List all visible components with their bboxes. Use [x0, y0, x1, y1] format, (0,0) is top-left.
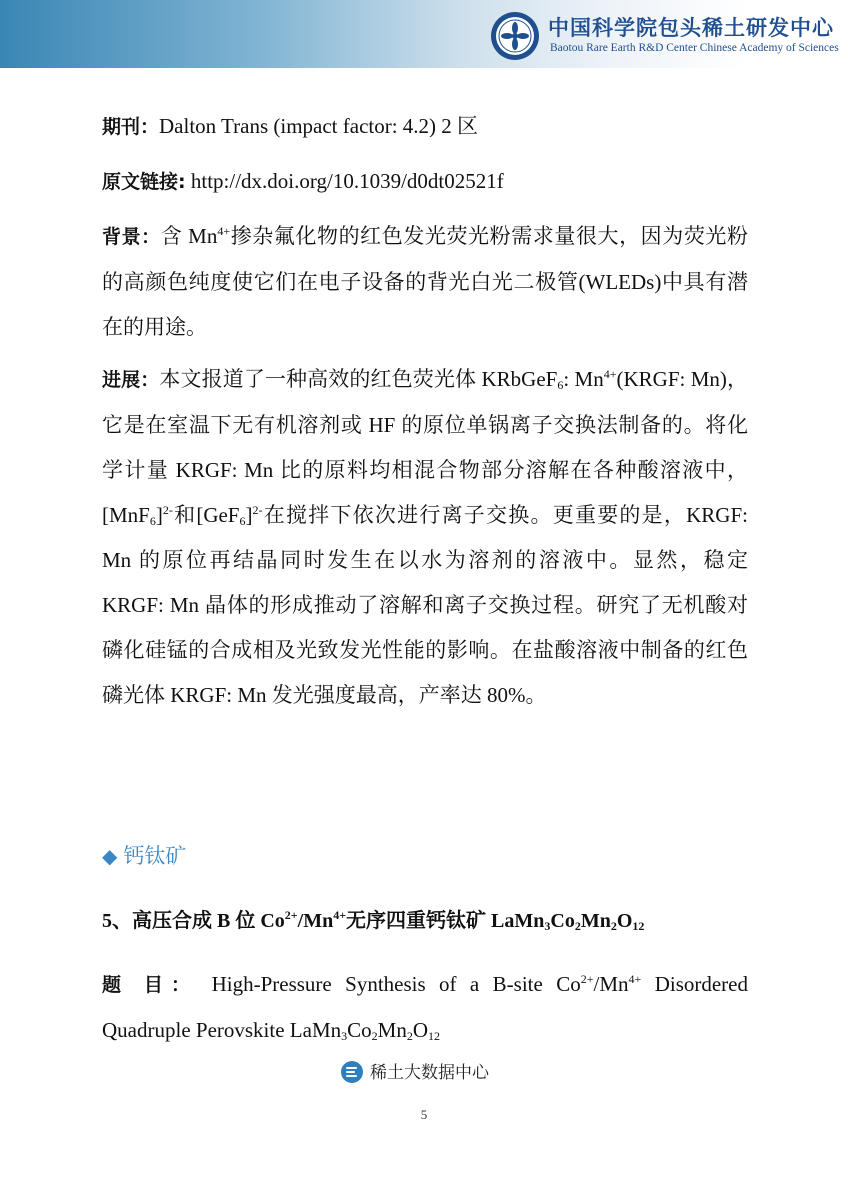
subject-text: Disordered Quadruple Perovskite LaMn	[102, 972, 748, 1042]
doi-link[interactable]: http://dx.doi.org/10.1039/d0dt02521f	[185, 169, 504, 193]
cas-seal-icon	[490, 11, 540, 61]
subscript: 12	[632, 919, 645, 933]
org-name-cn: 中国科学院包头稀土研发中心	[548, 15, 834, 40]
subscript: 12	[428, 1029, 440, 1043]
title-text: 无序四重钙钛矿 LaMn	[346, 910, 545, 932]
superscript: 4+	[603, 367, 617, 381]
section-title: 钙钛矿	[123, 844, 187, 868]
progress-text: 在搅拌下依次进行离子交换。更重要的是，KRGF: Mn 的原位再结晶同时发生在以水为溶剂的溶液中。显然，稳定 KRGF: Mn 晶体的形成推动了溶解和离子交换过程。研究了无机酸对磷化硅锰的合成相及光致发光性能的影响。在盐酸溶液中制备的红色磷光体 KRGF: Mn 发光强度最高，产率达 80%。	[102, 503, 748, 707]
subject-label: 题 目：	[102, 974, 199, 996]
subscript: 2	[371, 1029, 378, 1043]
subscript: 2	[574, 919, 581, 933]
superscript: 4+	[628, 972, 642, 986]
superscript: 2-	[162, 503, 173, 517]
subscript: 2	[610, 919, 617, 933]
journal-value: Dalton Trans (impact factor: 4.2) 2 区	[159, 114, 479, 138]
title-text: Mn	[580, 910, 611, 932]
superscript: 4+	[333, 908, 347, 922]
title-text: 5、高压合成 B 位 Co	[102, 910, 285, 932]
progress-text: (KRGF: Mn)，它是在室温下无有机溶剂或 HF 的原位单锅离子交换法制备的。将化学计量 KRGF: Mn 比的原料均相混合物部分溶解在各种酸溶液中，[MnF	[102, 367, 748, 527]
superscript: 4+	[217, 224, 231, 238]
subscript: 2	[406, 1029, 413, 1043]
background-paragraph	[102, 214, 748, 350]
background-label: 背景：	[102, 226, 161, 248]
subject-text: O	[412, 1018, 428, 1042]
subscript: 6	[149, 514, 156, 528]
footer-brand	[340, 1058, 489, 1084]
section-heading	[102, 840, 186, 870]
background-text: 掺杂氟化物的红色发光荧光粉需求量很大，因为荧光粉的高颜色纯度使它们在电子设备的背光白光二极管(WLEDs)中具有潜在的用途。	[102, 224, 748, 339]
org-logo	[490, 8, 846, 62]
title-text: Co	[550, 910, 575, 932]
superscript: 2-	[252, 503, 263, 517]
journal-line	[102, 104, 748, 150]
link-line	[102, 159, 748, 205]
journal-label: 期刊：	[102, 116, 160, 138]
subject-text: /Mn	[593, 972, 629, 996]
subscript: 3	[544, 919, 551, 933]
subject-text: Co	[347, 1018, 372, 1042]
link-label: 原文链接:	[102, 171, 186, 193]
subscript: 6	[239, 514, 246, 528]
subject-text: High-Pressure Synthesis of a B-site Co	[198, 972, 581, 996]
org-name-en: Baotou Rare Earth R&D Center Chinese Academy of Sciences	[550, 42, 839, 54]
subject-paragraph	[102, 962, 748, 1053]
superscript: 2+	[284, 908, 298, 922]
header-banner	[0, 0, 848, 68]
diamond-icon: ◆	[102, 844, 118, 868]
background-text: 含 Mn	[160, 224, 218, 248]
footer-brand-text: 稀土大数据中心	[370, 1063, 489, 1083]
progress-text: ]	[155, 503, 163, 527]
progress-text: 和[GeF	[172, 503, 240, 527]
title-text: /Mn	[297, 910, 334, 932]
superscript: 2+	[580, 972, 594, 986]
progress-paragraph	[102, 357, 748, 718]
subscript: 6	[557, 378, 564, 392]
progress-text: : Mn	[563, 367, 604, 391]
progress-text: ]	[245, 503, 253, 527]
subject-text: Mn	[377, 1018, 407, 1042]
progress-label: 进展：	[102, 369, 160, 391]
big-data-logo-icon	[340, 1060, 364, 1084]
progress-text: 本文报道了一种高效的红色荧光体 KRbGeF	[159, 367, 558, 391]
article-title	[102, 904, 644, 933]
title-text: O	[616, 910, 633, 932]
subscript: 3	[341, 1029, 348, 1043]
page-number: 5	[420, 1107, 428, 1122]
